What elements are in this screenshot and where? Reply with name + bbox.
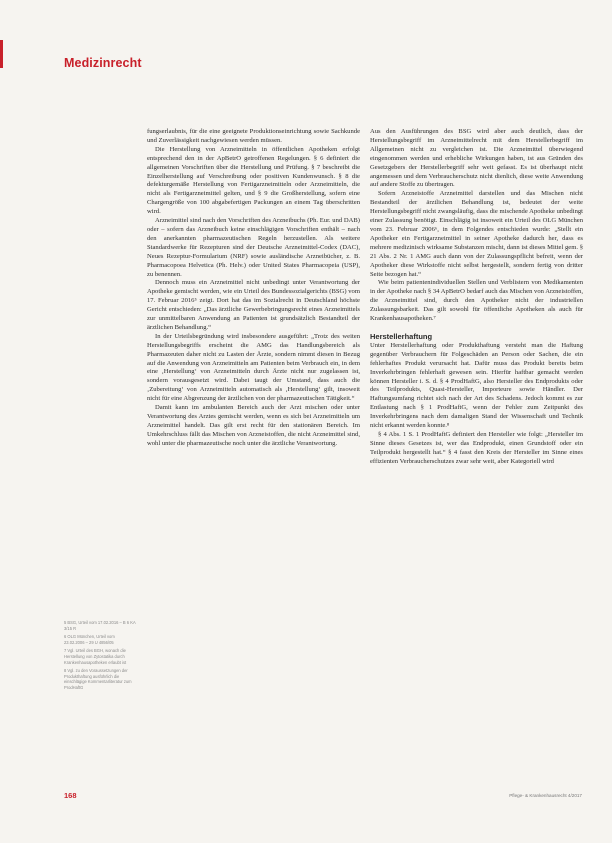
footnote: 6 OLG München, Urteil vom 23.02.2006 – 29 U 4856/05: [64, 634, 115, 645]
footnote: 5 BSG, Urteil vom 17.02.2016 – B 6 KA 3/15 R: [64, 620, 136, 631]
paragraph: In der Urteilsbegründung wird insbesondere ausgeführt: „Trotz des weiten Herstellungsbegriffs erscheint die AMG das Handlungsbereich als Pharmazeuten daher nicht zu Lasten der Ärzte, sondern nimmt diesen in Bezug auf die Anwendung von Arzneimitteln am Patienten beim Verbrauch ein, in dem eine ‚Herstellung‘ von Arzneimitteln durch Ärzte nicht nur zugelassen ist, sondern vorausgesetzt wird. Dabei taugt der Umstand, dass auch die ‚Zubereitung‘ von Arzneimitteln automatisch als ‚Herstellung‘ gilt, insoweit nicht für eine Abgrenzung der ärztlichen von der pharmazeutischen Tätigkeit.“: [147, 332, 360, 403]
section-title: Medizinrecht: [64, 56, 142, 70]
section-heading: Herstellerhaftung: [370, 331, 433, 341]
left-column: [147, 128, 360, 449]
paragraph: fungserlaubnis, für die eine geeignete Produktionseinrichtung sowie Sachkunde und Zuverlässigkeit nachgewiesen werden müssen.: [147, 128, 360, 144]
paragraph: Damit kann im ambulanten Bereich auch der Arzt mischen oder unter Verantwortung des Arztes gemischt werden, wenn es sich bei Arzneimitteln um Arzneimittel handelt. Das gilt erst recht für den stationären Bereich. Im Umkehrschluss fällt das Mischen von Arzneistoffen, die nicht Arzneimittel sind, wohl unter die pharmazeutische noch unter die ärztliche Verantwortung.: [147, 404, 360, 447]
paragraph: Die Herstellung von Arzneimitteln in öffentlichen Apotheken erfolgt entsprechend den in der ApBetrO getroffenen Regelungen. § 6 definiert die allgemeinen Vorschriften über die Herstellung und Prüfung. § 7 beschreibt die Einzelherstellung auf Verschreibung oder positiven Kundenwunsch. § 8 die defekturgemäße Herstellung von Fertigarzneimitteln oder Arzneimitteln, die nicht als Fertigarzneimittel gelten, und § 9 die Großherstellung, sofern eine Chargengröße von 100 abgabefertigen Packungen an einem Tag überschritten wird.: [147, 145, 360, 216]
paragraph: § 4 Abs. 1 S. 1 ProdHaftG definiert den Hersteller wie folgt: „Hersteller im Sinne dieses Gesetzes ist, wer das Endprodukt, einen Grundstoff oder ein Teilprodukt hergestellt hat.“ § 4 fasst den Kreis der Hersteller im Sinne eines effizienten Verbraucherschutzes zwar sehr weit, aber Kategoriell wird: [370, 431, 583, 465]
paragraph: Unter Herstellerhaftung oder Produkthaftung versteht man die Haftung gegenüber Verbrauchern für Folgeschäden an Person oder Sachen, die ein fehlerhaftes Produkt verursacht hat. Dafür muss das Produkt bereits beim Inverkehrbringen fehlerhaft gewesen sein. Hierfür haftbar gemacht werden können Hersteller i. S. d. § 4 ProdHaftG, also Hersteller des Endprodukts oder des Teilprodukts, Quasi-Hersteller, Importeure sowie Händler. Der Haftungsumfang richtet sich nach der Art des Schadens. Jedoch kommt es zur Entlastung nach § 1 ProdHaftG, wenn der Fehler zum Zeitpunkt des Inverkehrbringens nach dem damaligen Stand der Wissenschaft und Technik nicht erkannt werden konnte.⁸: [370, 341, 583, 430]
footnotes: [64, 620, 136, 694]
paragraph: Wie beim patientenindividuellen Stellen und Verblistern von Medikamenten in der Apotheke nach § 34 ApBetrO bedarf auch das Mischen von Arzneistoffen, die Arzneimittel sind, durch den Apotheker nicht der industriellen Zulassungsbarkeit. Das gilt sowohl für öffentliche Apotheken als auch für Krankenhausapotheken.⁷: [370, 279, 583, 323]
paragraph: Aus den Ausführungen des BSG wird aber auch deutlich, dass der Herstellungsbegriff im Arzneimittelrecht mit dem Herstellerbegriff im Allgemeinen nicht zu vergleichen ist. Die Arzneimittel überwiegend eingenommen werden und erhebliche Wirkungen haben, ist aus Gründen des Gesetzgebers der Herstellerbegriff sehr weit gefasst. Es ist überhaupt nicht angemessen und dem Verbraucherschutz nicht dienlich, diese weite Anwendung auf andere Stoffe zu übertragen.: [370, 128, 583, 189]
right-column: [370, 128, 583, 467]
page-number: 168: [64, 791, 77, 800]
paragraph: Arzneimittel sind nach den Vorschriften des Arzneibuchs (Ph. Eur. und DAB) oder – sofern das Arzneibuch keine einschlägigen Vorschriften enthält – nach den anerkannten pharmazeutischen Regeln herzustellen. Als weitere Standardwerke für Rezepturen sind der Deutsche Arzneimittel-Codex (DAC), Neues Rezeptur-Formularium (NRF) sowie ausländische Arzneibücher, z. B. Pharmacopoea Helvetica (Ph. Helv.) oder United States Pharmacopeia (USP), zu benennen.: [147, 217, 360, 278]
footnote: 8 Vgl. zu den Voraussetzungen der Produkthaftung ausführlich die einschlägige Kommentarliteratur zum ProdHaftG: [64, 668, 132, 690]
paragraph: Dennoch muss ein Arzneimittel nicht unbedingt unter Verantwortung der Apotheke gemischt werden, wie ein Urteil des Bundessozialgerichts (BSG) vom 17. Februar 2016⁵ zeigt. Dort hat das im Sozialrecht in Deutschland höchste Gericht entschieden: „Das ärztliche Gewerbebringungsrecht eines Arzneimittels zur unmittelbaren Anwendung an Patienten ist grundsätzlich Bestandteil der ärztlichen Behandlung.“: [147, 279, 360, 331]
paragraph: Sofern Arzneistoffe Arzneimittel darstellen und das Mischen nicht Bestandteil der ärztlichen Behandlung ist, bedeutet der weite Herstellungsbegriff nicht zwangsläufig, dass die mischende Apotheke unbedingt einer Zulassung benötigt. Einschlägig ist insoweit ein Urteil des OLG München vom 23. Februar 2006⁶, in dem Folgendes entschieden wurde: „Stellt ein Apotheker ein Fertigarzneimittel in seiner Apotheke dadurch her, dass es mehrere medizinisch wirksame Substanzen mischt, dann ist dieses Mittel gem. § 21 Abs. 2 Nr. 1 AMG auch dann von der Zulassungspflicht befreit, wenn der Apotheker diese Wirkstoffe nicht selbst hergestellt, sondern fertig von dritter Seite bezogen hat.“: [370, 190, 583, 278]
footer-journal: Pflege- & Krankenhausrecht 4/2017: [509, 793, 582, 798]
edge-marker: [0, 40, 3, 68]
footnote: 7 Vgl. Urteil des BGH, wonach die Herstellung von Zytostatika durch Krankenhausapotheken erlaubt ist: [64, 648, 127, 665]
